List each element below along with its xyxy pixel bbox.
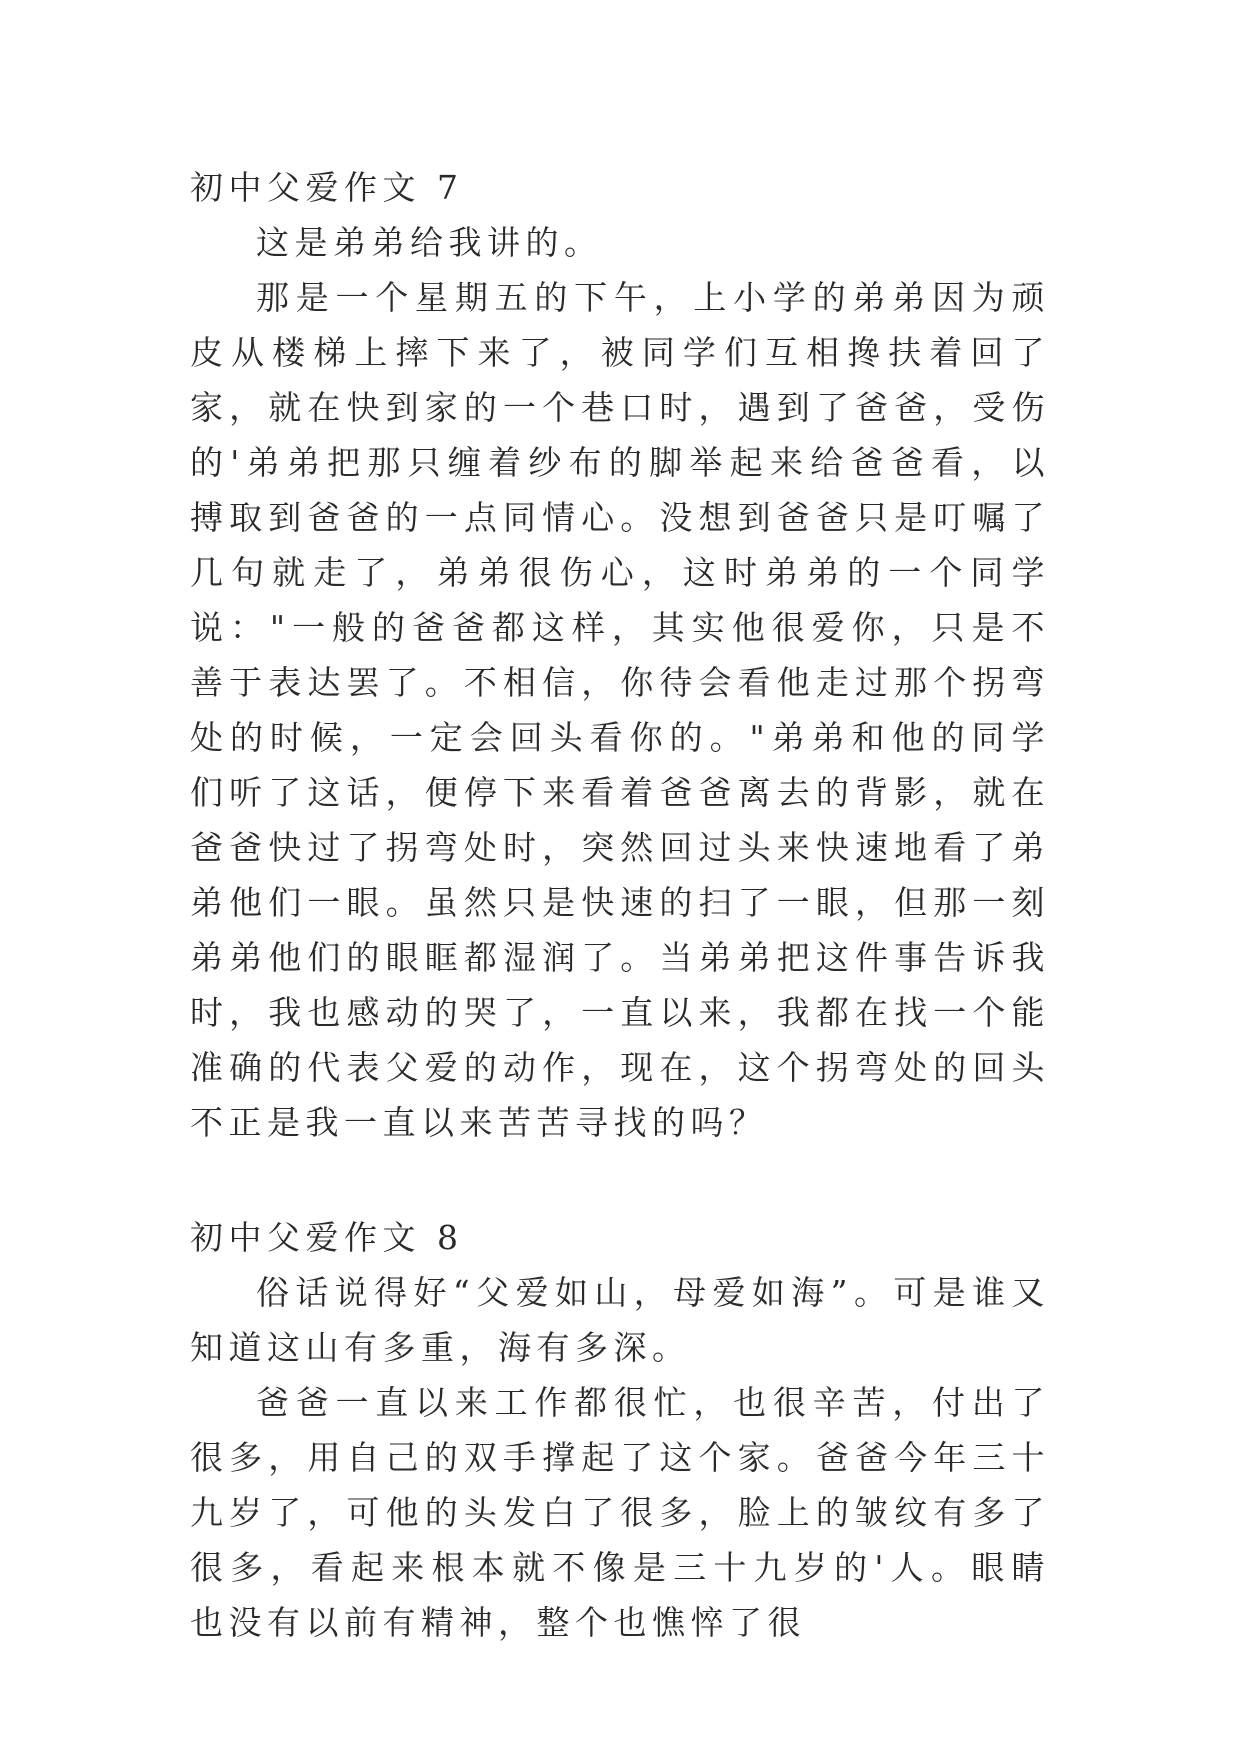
- paragraph: 俗话说得好“父爱如山，母爱如海”。可是谁又知道这山有多重，海有多深。: [190, 1273, 1050, 1367]
- paragraph: 那是一个星期五的下午，上小学的弟弟因为顽皮从楼梯上摔下来了，被同学们互相搀扶着回了家，就在快到家的一个巷口时，遇到了爸爸，受伤的'弟弟把那只缠着纱布的脚举起来给爸爸看，以搏取到爸爸的一点同情心。没想到爸爸只是叮嘱了几句就走了，弟弟很伤心，这时弟弟的一个同学说："一般的爸爸都这样，其实他很爱你，只是不善于表达罢了。不相信，你待会看他走过那个拐弯处的时候，一定会回头看你的。"弟弟和他的同学们听了这话，便停下来看着爸爸离去的背影，就在爸爸快过了拐弯处时，突然回过头来快速地看了弟弟他们一眼。虽然只是快速的扫了一眼，但那一刻弟弟他们的眼眶都湿润了。当弟弟把这件事告诉我时，我也感动的哭了，一直以来，我都在找一个能准确的代表父爱的动作，现在，这个拐弯处的回头不正是我一直以来苦苦寻找的吗？: [190, 278, 1050, 1142]
- paragraph: 爸爸一直以来工作都很忙，也很辛苦，付出了很多，用自己的双手撑起了这个家。爸爸今年三十九岁了，可他的头发白了很多，脸上的皱纹有多了很多，看起来根本就不像是三十九岁的'人。眼睛也没有以前有精神，整个也憔悴了很: [190, 1383, 1050, 1642]
- essay-section-7: [190, 160, 1050, 1150]
- document-body: [190, 160, 1050, 1650]
- section-title: 初中父爱作文 7: [190, 168, 464, 207]
- section-title: 初中父爱作文 8: [190, 1218, 464, 1257]
- essay-section-8: [190, 1210, 1050, 1650]
- paragraph: 这是弟弟给我讲的。: [256, 223, 603, 262]
